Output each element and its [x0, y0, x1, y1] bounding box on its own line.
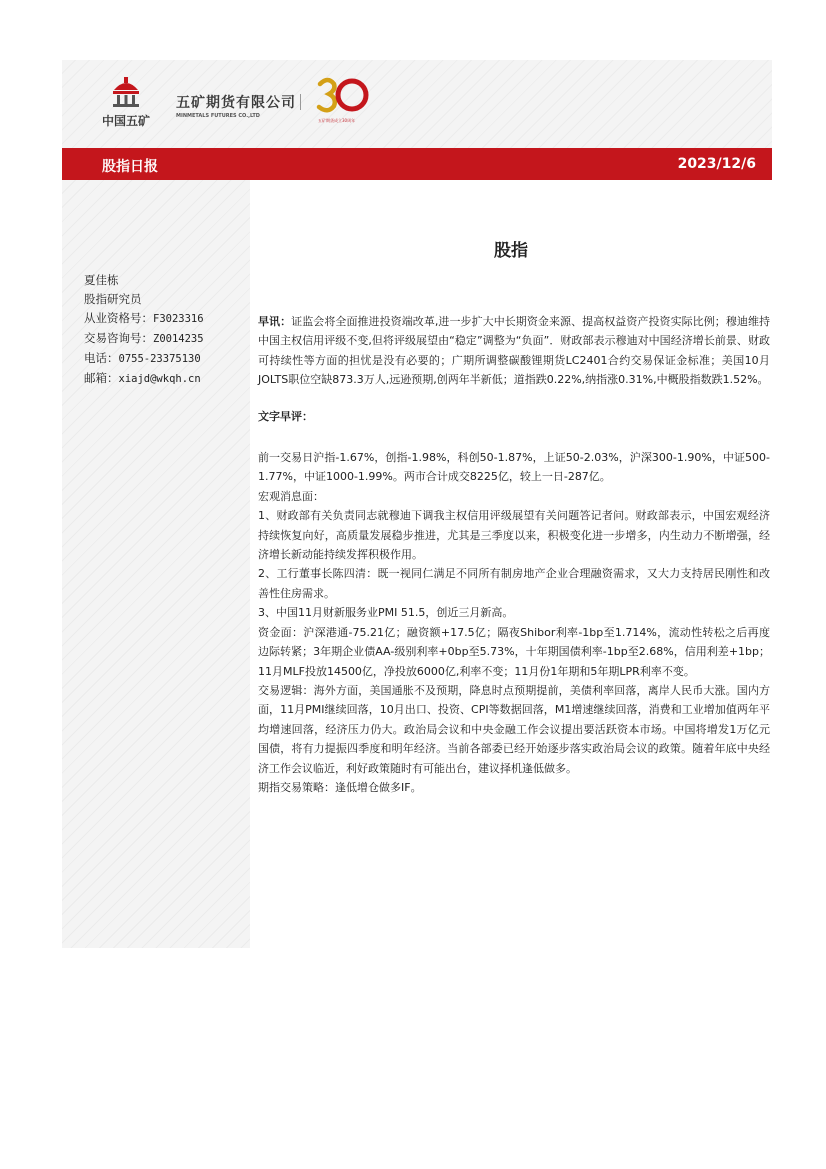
review-paragraph: 2、工行董事长陈四清：既一视同仁满足不同所有制房地产企业合理融资需求，又大力支持居民刚性和改善性住房需求。 — [258, 567, 770, 600]
author-email: 邮箱：xiajd@wkqh.cn — [84, 371, 201, 385]
author-info — [84, 271, 204, 389]
document-title: 股指 — [494, 241, 528, 261]
review-paragraph: 交易逻辑：海外方面，美国通胀不及预期，降息时点预期提前，美债利率回落，离岸人民币大涨。国内方面，11月PMI继续回落，10月出口、投资、CPI等数据回落，M1增速继续回落，消费和工业增加值两年平均增速回落，经济压力仍大。政治局会议和中央金融工作会议提出要活跃资本市场。中国将增发1万亿元国债，将有力提振四季度和明年经济。当前各部委已经开始逐步落实政治局会议的政策。随着年底中央经济工作会议临近，利好政策随时有可能出台，建议择机逢低做多。 — [258, 683, 770, 775]
review-paragraph: 期指交易策略：逢低增仓做多IF。 — [258, 780, 422, 794]
report-header — [62, 60, 772, 148]
author-consult-no: 交易咨询号：Z0014235 — [84, 331, 204, 345]
report-date: 2023/12/6 — [677, 156, 756, 172]
author-role: 股指研究员 — [84, 292, 142, 306]
lead-label: 早讯： — [258, 315, 292, 328]
company-name — [176, 92, 296, 119]
author-phone: 电话：0755-23375130 — [84, 351, 201, 365]
review-paragraph: 宏观消息面： — [258, 489, 324, 503]
cmc-emblem-icon — [111, 74, 141, 108]
anniversary-caption: 五矿期货成立30周年 — [318, 118, 356, 123]
company-name-en: MINMETALS FUTURES CO.,LTD — [176, 113, 260, 119]
logo-text: 中国五矿 — [101, 114, 150, 128]
lead-text: 证监会将全面推进投资端改革,进一步扩大中长期资金来源、提高权益资产投资实际比例；穆迪维持中国主权信用评级不变,但将评级展望由“稳定”调整为“负面”．财政部表示穆迪对中国经济增长前景、财政可持续性等方面的担忧是没有必要的；广期所调整碳酸锂期货LC2401合约交易保证金标准；美国10月JOLTS职位空缺873.3万人,远逊预期,创两年半新低；道指跌0.22%,纳指涨0.31%,中概股指数跌1.52%。 — [258, 315, 771, 387]
review-paragraph: 3、中国11月财新服务业PMI 51.5，创近三月新高。 — [258, 606, 514, 620]
author-name: 夏佳栋 — [84, 273, 119, 287]
review-paragraph: 前一交易日沪指-1.67%，创指-1.98%，科创50-1.87%，上证50-2.03%，沪深300-1.90%，中证500-1.77%，中证1000-1.99%。两市合计成交8225亿，较上一日-287亿。 — [258, 451, 770, 484]
header-divider — [300, 94, 301, 110]
report-title-bar — [62, 148, 772, 180]
review-heading: 文字早评： — [258, 409, 313, 423]
lead-paragraph — [258, 312, 770, 390]
review-paragraph: 1、财政部有关负责同志就穆迪下调我主权信用评级展望有关问题答记者问。财政部表示，中国宏观经济持续恢复向好，高质量发展稳步推进，尤其是三季度以来，积极变化进一步增多，内生动力不断增强，经济增长新动能持续发挥积极作用。 — [258, 509, 770, 562]
report-type: 股指日报 — [102, 159, 158, 175]
anniversary-30-icon — [314, 74, 370, 118]
anniversary-logo — [314, 74, 370, 122]
report-body — [258, 312, 770, 797]
author-qualification: 从业资格号：F3023316 — [84, 311, 204, 325]
author-sidebar — [62, 180, 250, 948]
review-paragraph: 资金面：沪深港通-75.21亿；融资额+17.5亿；隔夜Shibor利率-1bp至1.714%，流动性转松之后再度边际转紧；3年期企业债AA-级别利率+0bp至5.73%，十年期国债利率-1bp至2.68%，信用利差+1bp；11月MLF投放14500亿，净投放6000亿,利率不变；11月份1年期和5年期LPR利率不变。 — [258, 625, 770, 678]
company-name-cn: 五矿期货有限公司 — [176, 95, 296, 111]
